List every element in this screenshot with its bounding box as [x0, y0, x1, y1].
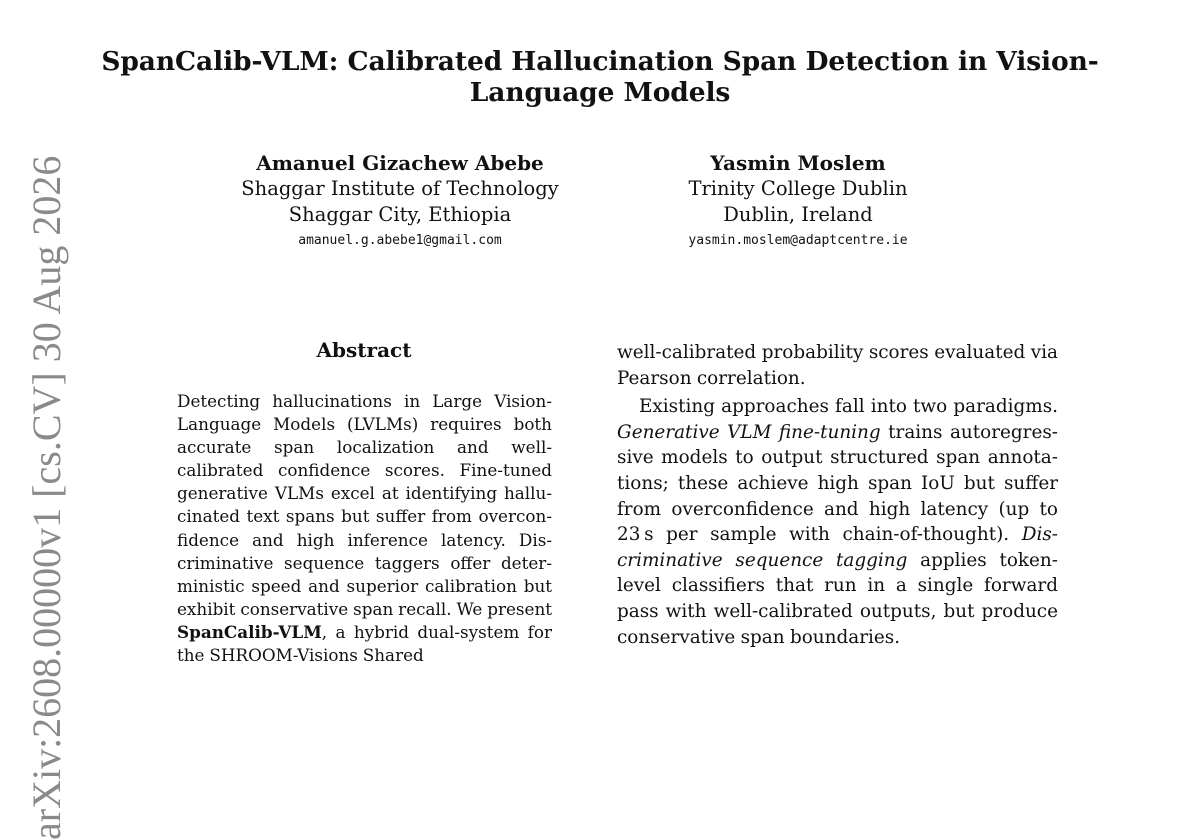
introduction-column: [617, 340, 1058, 650]
author-block-2: [598, 150, 998, 251]
author-email: yasmin.moslem@adaptcentre.ie: [688, 233, 908, 248]
author-location: Dublin, Ireland: [723, 203, 873, 226]
emphasis-discriminative: Discriminative sequence tagging: [617, 524, 1058, 571]
author-affiliation: Shaggar Institute of Technology: [241, 177, 559, 200]
abstract-text-continued: , a hybrid dual-system for the SHROOM-Visions Shared: [177, 621, 552, 666]
paragraph-text: applies token-level classifiers that run in a single forward pass with well-calibrated outputs, but produce conservative span boundaries.: [617, 549, 1058, 648]
abstract-body: [177, 390, 552, 667]
arxiv-stamp-text: arXiv:2608.00000v1 [cs.CV] 30 Aug 2026: [24, 155, 69, 840]
paper-title: SpanCalib-VLM: Calibrated Hallucination Span Detection in Vision-Language Models: [101, 46, 1099, 108]
paragraph-text: trains autoregressive models to output structured span annotations; these achieve high span IoU but suffer from overconfidence and high latency (up to 23 s per sample with chain-of-thought).: [617, 421, 1058, 546]
paragraph-text: Existing approaches fall into two paradigms.: [639, 396, 1058, 418]
abstract-heading: Abstract: [316, 338, 412, 362]
abstract-text: Detecting hallucinations in Large Vision-Language Models (LVLMs) requires both accurate span localization and well-calibrated confidence scores. Fine-tuned generative VLMs excel at identifying hallucinated text spans but suffer from overconfidence and high inference latency. Discriminative sequence taggers offer deterministic speed and superior calibration but exhibit conservative span recall. We present: [177, 391, 552, 619]
arxiv-sidebar-stamp: [22, 155, 72, 840]
author-name: Amanuel Gizachew Abebe: [256, 151, 544, 175]
system-name: SpanCalib-VLM: [177, 621, 322, 642]
author-name: Yasmin Moslem: [710, 151, 886, 175]
author-email: amanuel.g.abebe1@gmail.com: [298, 233, 502, 248]
author-affiliation: Trinity College Dublin: [688, 177, 908, 200]
intro-paragraph-2: [617, 394, 1058, 650]
author-location: Shaggar City, Ethiopia: [288, 203, 512, 226]
author-block-1: [200, 150, 600, 251]
intro-paragraph-1: well-calibrated probability scores evaluated via Pearson correlation.: [617, 342, 1058, 389]
emphasis-generative: Generative VLM fine-tuning: [617, 421, 881, 443]
